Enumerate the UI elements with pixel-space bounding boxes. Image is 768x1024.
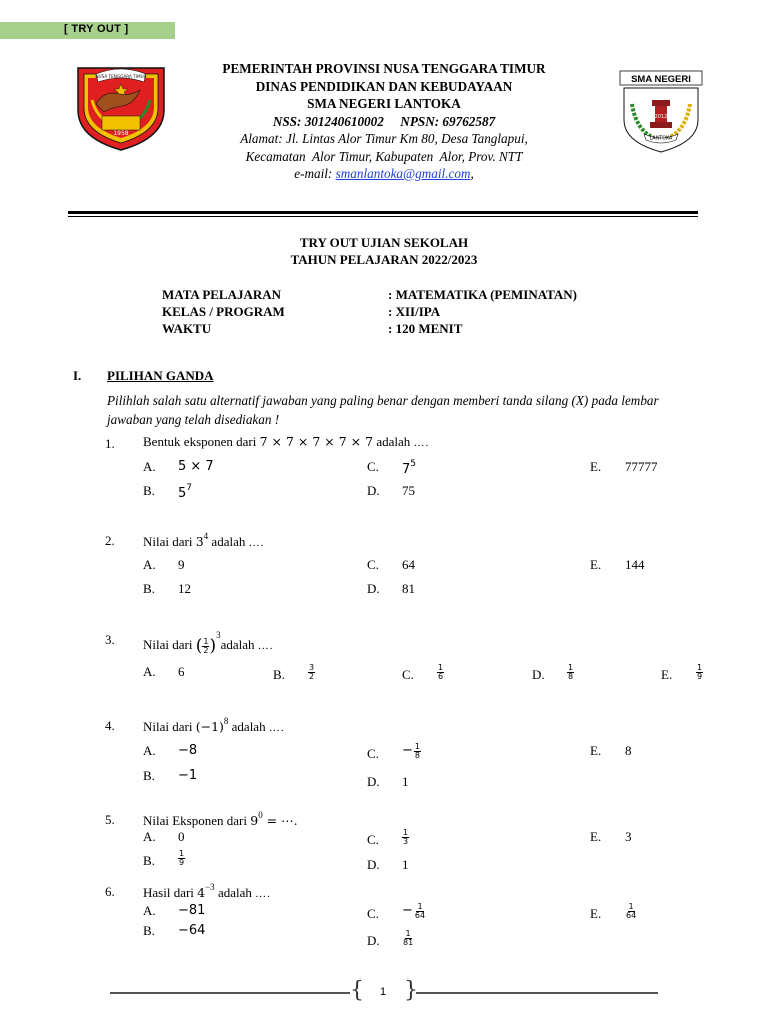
header-divider-thick	[68, 211, 698, 214]
option-value	[178, 923, 205, 938]
email-suffix: ,	[470, 166, 474, 181]
header-line-1: PEMERINTAH PROVINSI NUSA TENGGARA TIMUR	[222, 61, 546, 76]
header-address-1: Alamat: Jl. Lintas Alor Timur Km 80, Desa Tanglapui,	[240, 131, 528, 146]
option-base: −64	[178, 923, 206, 938]
option-letter: A.	[143, 743, 156, 758]
option-value	[178, 483, 192, 501]
option-letter: E.	[590, 459, 602, 474]
question-suffix: adalah	[228, 719, 269, 734]
option-letter: A.	[143, 903, 156, 918]
option-base: −8	[178, 743, 198, 758]
option-base: 5 × 7	[178, 459, 214, 474]
option-letter: A.	[143, 557, 156, 572]
fraction: $\frac{1}{8}$	[414, 741, 420, 760]
question-number: 2.	[105, 533, 115, 548]
option-value	[178, 829, 185, 845]
option-value	[178, 903, 205, 918]
option-base: 1	[402, 774, 409, 789]
question-suffix: adalah	[373, 434, 414, 449]
minus-sign: −	[402, 903, 413, 918]
info-label-class: KELAS / PROGRAM	[162, 304, 285, 319]
info-value-time: : 120 MENIT	[388, 321, 463, 336]
option-value	[402, 742, 421, 760]
question-math-suffix: = ⋯.	[262, 813, 298, 828]
option-base: 1	[402, 857, 409, 872]
question-text	[143, 882, 271, 901]
exam-year: TAHUN PELAJARAN 2022/2023	[290, 252, 478, 267]
option-letter: D.	[367, 483, 380, 498]
footer-brace-right: }	[404, 978, 418, 1003]
option-value	[625, 459, 658, 475]
svg-text:LANTOKA: LANTOKA	[649, 136, 673, 142]
ellipsis: ….	[413, 437, 430, 449]
info-value-subject: : MATEMATIKA (PEMINATAN)	[388, 287, 577, 302]
option-base: 64	[402, 557, 415, 572]
question-number: 6.	[105, 884, 115, 899]
question-exponent: −3	[205, 882, 215, 892]
option-value	[625, 743, 632, 759]
svg-text:2012: 2012	[654, 114, 668, 120]
header-school-name: SMA NEGERI LANTOKA	[307, 96, 461, 111]
option-exponent: 7	[186, 483, 193, 493]
fraction: $\frac{1}{64}$	[414, 901, 426, 920]
fraction: $\frac{1}{81}$	[403, 928, 414, 947]
option-base: 75	[402, 483, 415, 498]
question-number: 1.	[105, 436, 115, 451]
option-value	[178, 557, 185, 573]
fraction: $\frac{1}{8}$	[568, 662, 574, 681]
option-value	[625, 902, 637, 920]
fraction: $\frac{3}{2}$	[309, 662, 315, 681]
question-prefix: Nilai dari	[143, 534, 196, 549]
option-base: 6	[178, 664, 185, 679]
question-text	[143, 716, 285, 735]
option-letter: B.	[143, 923, 155, 938]
option-value	[402, 581, 415, 597]
question-suffix: adalah	[220, 637, 258, 652]
ellipsis: ….	[248, 537, 265, 549]
option-value	[178, 459, 214, 474]
section-instruction: Pilihlah salah satu alternatif jawaban yang paling benar dengan memberi tanda silang (X) pada lembar jawaban yang telah disediakan !	[107, 393, 659, 427]
question-number: 4.	[105, 718, 115, 733]
option-letter: E.	[590, 743, 602, 758]
info-label-time: WAKTU	[162, 321, 212, 336]
option-letter: C.	[367, 459, 379, 474]
option-letter: C.	[367, 832, 379, 847]
option-letter: D.	[367, 581, 380, 596]
question-exponent: 0	[258, 810, 263, 820]
option-letter: C.	[367, 906, 379, 921]
question-prefix: Nilai Eksponen dari	[143, 813, 251, 828]
info-value-class: : XII/IPA	[388, 304, 441, 319]
option-base: −1	[178, 768, 198, 783]
option-value	[402, 857, 409, 873]
paren-open: (	[195, 636, 203, 657]
question-prefix: Hasil dari	[143, 885, 198, 900]
option-value	[567, 663, 574, 681]
email-link[interactable]: smanlantoka@gmail.com	[335, 166, 471, 181]
option-value	[178, 581, 191, 597]
letterhead	[170, 60, 598, 183]
question-prefix: Bentuk eksponen dari	[143, 434, 260, 449]
option-letter: C.	[402, 667, 414, 682]
svg-text:SMA NEGERI: SMA NEGERI	[631, 74, 691, 85]
header-address-2: Kecamatan Alor Timur, Kabupaten Alor, Prov. NTT	[245, 148, 523, 164]
question-text	[143, 434, 429, 450]
option-value	[402, 774, 409, 790]
sma-negeri-lantoka-logo	[618, 68, 704, 154]
svg-text:NUSA TENGGARA TIMUR: NUSA TENGGARA TIMUR	[95, 74, 147, 79]
section-title: PILIHAN GANDA	[107, 368, 214, 383]
option-base: 9	[178, 557, 185, 572]
info-label-subject: MATA PELAJARAN	[162, 287, 282, 302]
question-math: 9	[250, 813, 259, 828]
header-line-2: DINAS PENDIDIKAN DAN KEBUDAYAAN	[255, 78, 513, 94]
option-value	[402, 459, 416, 477]
question-exponent: 8	[223, 716, 229, 726]
minus-sign: −	[402, 743, 413, 758]
option-base: 81	[402, 581, 415, 596]
option-value	[625, 557, 645, 573]
ellipsis: ….	[257, 640, 274, 652]
option-letter: A.	[143, 459, 156, 474]
header-divider-thin	[68, 216, 698, 217]
question-number: 3.	[105, 632, 115, 647]
ellipsis: ….	[268, 722, 285, 734]
option-letter: E.	[590, 829, 602, 844]
question-math: 3	[195, 534, 204, 549]
footer-line-right	[416, 992, 658, 994]
option-base: 7	[402, 462, 411, 477]
exam-title: TRY OUT UJIAN SEKOLAH	[299, 235, 469, 250]
question-suffix: adalah	[208, 534, 249, 549]
option-base: 3	[625, 829, 632, 844]
ellipsis: ….	[255, 888, 271, 900]
option-value	[308, 663, 315, 681]
question-exponent: 3	[216, 630, 221, 640]
fraction: $\frac{1}{9}$	[179, 848, 185, 867]
option-letter: E.	[590, 906, 602, 921]
option-value	[402, 483, 415, 499]
svg-text:1958: 1958	[113, 130, 129, 137]
option-value	[402, 902, 426, 920]
question-prefix: Nilai dari	[143, 719, 196, 734]
option-letter: D.	[367, 857, 380, 872]
option-value	[437, 663, 444, 681]
question-number: 5.	[105, 812, 115, 827]
option-value	[696, 663, 703, 681]
option-letter: B.	[143, 853, 155, 868]
option-value	[402, 557, 415, 573]
option-base: 12	[178, 581, 191, 596]
header-nss-npsn: NSS: 301240610002 NPSN: 69762587	[272, 113, 496, 129]
option-letter: B.	[273, 667, 285, 682]
option-letter: B.	[143, 581, 155, 596]
option-value	[625, 829, 632, 845]
question-text	[143, 531, 264, 550]
question-suffix: adalah	[214, 885, 256, 900]
header-email-line	[170, 165, 598, 183]
question-math: 7 × 7 × 7 × 7 × 7	[259, 434, 374, 449]
question-prefix: Nilai dari	[143, 637, 196, 652]
option-letter: C.	[367, 557, 379, 572]
option-letter: A.	[143, 664, 156, 679]
fraction: $\frac{1}{2}$	[203, 636, 209, 655]
option-base: −81	[178, 903, 206, 918]
option-letter: E.	[661, 667, 673, 682]
section-number: I.	[73, 368, 82, 383]
question-text	[143, 630, 274, 656]
option-letter: B.	[143, 768, 155, 783]
question-math: (−1)	[195, 719, 224, 734]
option-value	[402, 828, 409, 846]
option-letter: E.	[590, 557, 602, 572]
option-base: 144	[625, 557, 645, 572]
email-label: e-mail:	[294, 166, 336, 181]
option-letter: D.	[532, 667, 545, 682]
fraction: $\frac{1}{3}$	[403, 827, 409, 846]
option-letter: D.	[367, 774, 380, 789]
option-letter: B.	[143, 483, 155, 498]
option-base: 77777	[625, 459, 658, 474]
option-base: 5	[178, 486, 187, 501]
fraction: $\frac{1}{9}$	[697, 662, 703, 681]
try-out-tag	[0, 22, 175, 39]
option-base: 8	[625, 743, 632, 758]
option-letter: A.	[143, 829, 156, 844]
question-math: 4	[197, 885, 206, 900]
ntt-province-emblem	[74, 60, 168, 152]
question-exponent: 4	[203, 531, 209, 541]
paren-close: )	[209, 636, 217, 657]
option-exponent: 5	[410, 459, 417, 469]
fraction: $\frac{1}{64}$	[626, 901, 637, 920]
option-value	[402, 929, 414, 947]
option-value	[178, 664, 185, 680]
fraction: $\frac{1}{6}$	[438, 662, 444, 681]
footer-line-left	[110, 992, 350, 994]
footer-brace-left: {	[350, 978, 364, 1003]
option-letter: D.	[367, 933, 380, 948]
question-text	[143, 810, 298, 829]
option-value	[178, 768, 197, 783]
option-value	[178, 743, 197, 758]
try-out-tag-label: [ TRY OUT ]	[64, 23, 129, 35]
option-value	[178, 849, 185, 867]
page-number: 1	[379, 986, 387, 998]
option-base: 0	[178, 829, 185, 844]
option-letter: C.	[367, 746, 379, 761]
